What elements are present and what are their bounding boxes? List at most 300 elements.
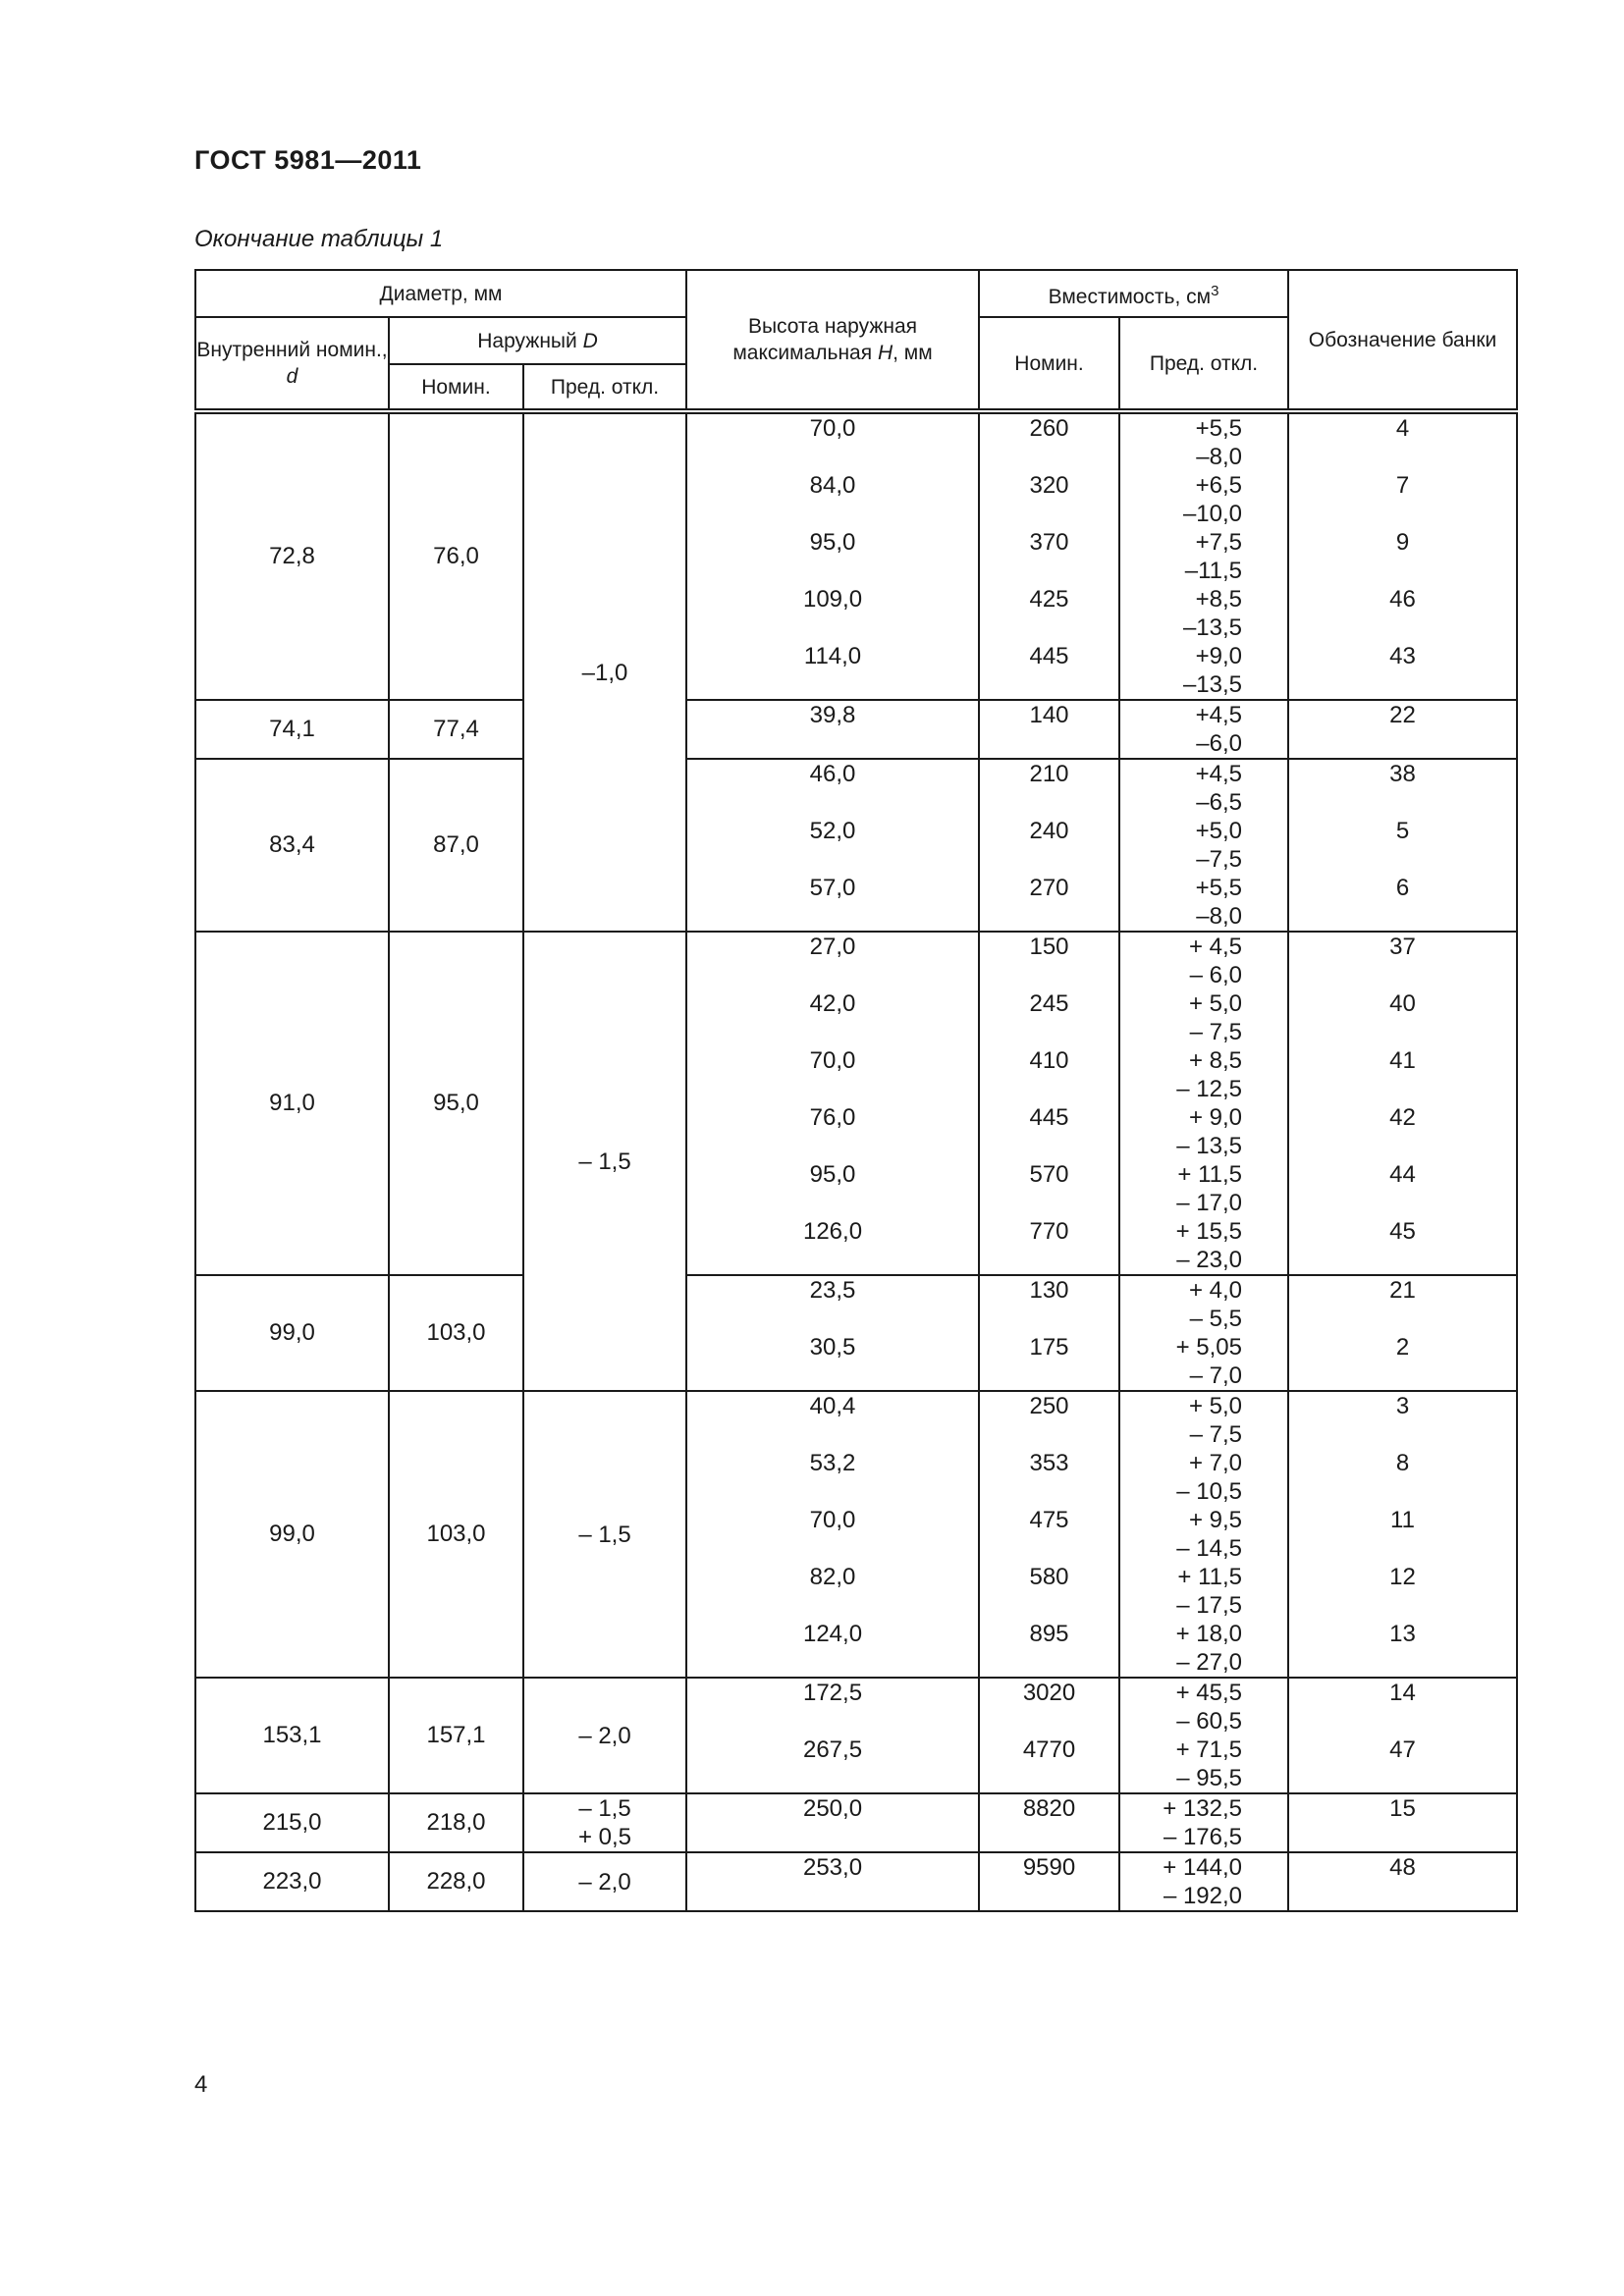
designation-text: 44 xyxy=(1389,1161,1416,1188)
table-header xyxy=(195,270,1517,411)
tolerance-minus: –7,5 xyxy=(1196,846,1243,873)
inner-diameter: 223,0 xyxy=(195,1852,389,1911)
capacity-text: 353 xyxy=(1029,1450,1069,1476)
designation-text: 47 xyxy=(1389,1736,1416,1763)
capacity-tolerances xyxy=(1119,1275,1288,1391)
tolerance-minus: – 95,5 xyxy=(1176,1765,1243,1791)
table-row xyxy=(195,1852,1517,1911)
capacity-value xyxy=(980,1735,1118,1792)
outer-diameter: 103,0 xyxy=(389,1275,523,1391)
capacity-value xyxy=(980,1506,1118,1563)
height-value xyxy=(687,989,978,1046)
capacity-tolerance xyxy=(1120,1735,1287,1792)
capacity-tolerances xyxy=(1119,1852,1288,1911)
outer-diameter: 95,0 xyxy=(389,932,523,1275)
page-number: 4 xyxy=(194,2071,208,2098)
capacity-tolerance xyxy=(1120,760,1287,817)
height-text: 46,0 xyxy=(809,761,856,787)
header-capacity xyxy=(979,270,1288,317)
designation-values xyxy=(1288,1391,1517,1678)
capacity-tolerance xyxy=(1120,414,1287,471)
header-cap-tol: Пред. откл. xyxy=(1119,317,1288,411)
tolerance-minus: – 27,0 xyxy=(1176,1649,1243,1676)
height-text: 95,0 xyxy=(809,1161,856,1188)
height-value xyxy=(687,874,978,931)
tolerance-minus: –8,0 xyxy=(1196,903,1243,930)
tolerance-plus: + 11,5 xyxy=(1177,1564,1243,1590)
tolerance-minus: – 7,5 xyxy=(1189,1421,1243,1448)
outer-diameter: 76,0 xyxy=(389,411,523,700)
height-value xyxy=(687,642,978,699)
capacity-text: 320 xyxy=(1029,472,1069,499)
designation-text: 11 xyxy=(1390,1507,1415,1533)
capacity-value xyxy=(980,471,1118,528)
height-text: 40,4 xyxy=(809,1393,856,1419)
designation-value xyxy=(1289,1794,1516,1851)
table-row xyxy=(195,411,1517,700)
specification-table xyxy=(194,269,1518,1912)
inner-diameter: 83,4 xyxy=(195,759,389,932)
capacity-tolerance xyxy=(1120,1160,1287,1217)
capacity-value xyxy=(980,874,1118,931)
designation-value xyxy=(1289,1679,1516,1735)
height-value xyxy=(687,1620,978,1677)
tolerance-plus: + 9,0 xyxy=(1188,1104,1243,1131)
tolerance-minus: –8,0 xyxy=(1196,444,1243,470)
designation-text: 4 xyxy=(1395,415,1410,442)
tolerance-minus: – 23,0 xyxy=(1176,1247,1243,1273)
capacity-values xyxy=(979,411,1119,700)
height-value xyxy=(687,1392,978,1449)
capacity-value xyxy=(980,1853,1118,1910)
height-text: 57,0 xyxy=(809,875,856,901)
height-text: 172,5 xyxy=(802,1680,863,1706)
designation-text: 38 xyxy=(1389,761,1416,787)
tolerance-plus: +7,5 xyxy=(1195,529,1243,556)
designation-text: 22 xyxy=(1389,702,1416,728)
capacity-value xyxy=(980,1620,1118,1677)
capacity-tolerance xyxy=(1120,1276,1287,1333)
capacity-value xyxy=(980,1794,1118,1851)
inner-diameter: 99,0 xyxy=(195,1391,389,1678)
height-value xyxy=(687,1679,978,1735)
designation-text: 5 xyxy=(1395,818,1410,844)
designation-value xyxy=(1289,1046,1516,1103)
height-text: 42,0 xyxy=(809,990,856,1017)
tolerance-minus: – 17,5 xyxy=(1176,1592,1243,1619)
tolerance-minus: – 60,5 xyxy=(1176,1708,1243,1735)
outer-diameter: 157,1 xyxy=(389,1678,523,1793)
designation-text: 13 xyxy=(1389,1621,1416,1647)
tolerance-plus: + 5,05 xyxy=(1175,1334,1243,1361)
designation-value xyxy=(1289,1333,1516,1390)
capacity-value xyxy=(980,760,1118,817)
height-value xyxy=(687,585,978,642)
capacity-value xyxy=(980,1160,1118,1217)
capacity-tolerance xyxy=(1120,1679,1287,1735)
outer-diameter: 87,0 xyxy=(389,759,523,932)
outer-tolerance-shared: –1,0 xyxy=(523,411,686,932)
capacity-value xyxy=(980,1679,1118,1735)
capacity-tolerances xyxy=(1119,1678,1288,1793)
capacity-tolerance xyxy=(1120,1563,1287,1620)
height-value xyxy=(687,1046,978,1103)
designation-values xyxy=(1288,1678,1517,1793)
capacity-values xyxy=(979,1793,1119,1852)
height-value xyxy=(687,817,978,874)
tolerance-minus: – 7,5 xyxy=(1189,1019,1243,1045)
designation-value xyxy=(1289,585,1516,642)
height-value xyxy=(687,1160,978,1217)
header-designation: Обозначение банки xyxy=(1288,270,1517,411)
capacity-text: 175 xyxy=(1029,1334,1069,1361)
capacity-value xyxy=(980,933,1118,989)
designation-value xyxy=(1289,642,1516,699)
capacity-tolerance xyxy=(1120,933,1287,989)
height-value xyxy=(687,528,978,585)
designation-value xyxy=(1289,1735,1516,1792)
capacity-value xyxy=(980,1217,1118,1274)
inner-diameter: 215,0 xyxy=(195,1793,389,1852)
height-text: 126,0 xyxy=(802,1218,863,1245)
height-values xyxy=(686,700,979,759)
tolerance-plus: + 4,5 xyxy=(1188,934,1243,960)
outer-diameter: 103,0 xyxy=(389,1391,523,1678)
capacity-text: 570 xyxy=(1029,1161,1069,1188)
height-text: 114,0 xyxy=(803,643,862,669)
capacity-text: 580 xyxy=(1029,1564,1069,1590)
inner-diameter: 72,8 xyxy=(195,411,389,700)
capacity-text: 260 xyxy=(1029,415,1069,442)
outer-tolerance: – 1,5 xyxy=(523,1391,686,1678)
capacity-values xyxy=(979,1678,1119,1793)
designation-value xyxy=(1289,1276,1516,1333)
height-text: 267,5 xyxy=(802,1736,863,1763)
tolerance-plus: + 15,5 xyxy=(1175,1218,1243,1245)
designation-value xyxy=(1289,414,1516,471)
capacity-tolerances xyxy=(1119,411,1288,700)
capacity-tolerance xyxy=(1120,874,1287,931)
designation-value xyxy=(1289,1506,1516,1563)
capacity-values xyxy=(979,932,1119,1275)
designation-text: 42 xyxy=(1389,1104,1416,1131)
table-caption: Окончание таблицы 1 xyxy=(194,226,444,252)
tolerance-plus: + 132,5 xyxy=(1163,1795,1243,1822)
header-height: Высота наружная максимальная H, мм xyxy=(686,270,979,411)
capacity-value xyxy=(980,528,1118,585)
height-values xyxy=(686,1678,979,1793)
designation-value xyxy=(1289,933,1516,989)
designation-values xyxy=(1288,411,1517,700)
capacity-text: 245 xyxy=(1029,990,1069,1017)
designation-text: 40 xyxy=(1389,990,1416,1017)
tolerance-plus: +6,5 xyxy=(1195,472,1243,499)
designation-text: 14 xyxy=(1389,1680,1416,1706)
height-value xyxy=(687,414,978,471)
height-text: 250,0 xyxy=(802,1795,863,1822)
designation-values xyxy=(1288,932,1517,1275)
inner-diameter: 91,0 xyxy=(195,932,389,1275)
designation-value xyxy=(1289,1853,1516,1910)
capacity-values xyxy=(979,1852,1119,1911)
capacity-value xyxy=(980,701,1118,758)
height-text: 84,0 xyxy=(809,472,856,499)
capacity-text: 3020 xyxy=(1022,1680,1076,1706)
height-value xyxy=(687,1217,978,1274)
header-capacity-label: Вместимость, см xyxy=(1048,285,1212,308)
tolerance-minus: – 5,5 xyxy=(1189,1306,1243,1332)
capacity-tolerances xyxy=(1119,1391,1288,1678)
tolerance-plus: + 8,5 xyxy=(1188,1047,1243,1074)
tolerance-plus: + 5,0 xyxy=(1188,990,1243,1017)
tolerance-minus: – 13,5 xyxy=(1176,1133,1243,1159)
header-capacity-sup: 3 xyxy=(1211,282,1219,299)
designation-value xyxy=(1289,1103,1516,1160)
capacity-text: 270 xyxy=(1029,875,1069,901)
capacity-tolerances xyxy=(1119,759,1288,932)
designation-value xyxy=(1289,528,1516,585)
inner-diameter: 99,0 xyxy=(195,1275,389,1391)
height-value xyxy=(687,1794,978,1851)
tolerance-minus: – 14,5 xyxy=(1176,1535,1243,1562)
height-text: 70,0 xyxy=(809,1507,856,1533)
designation-value xyxy=(1289,1392,1516,1449)
capacity-text: 895 xyxy=(1029,1621,1069,1647)
table-row xyxy=(195,1275,1517,1391)
tolerance-plus: + 71,5 xyxy=(1175,1736,1243,1763)
designation-text: 2 xyxy=(1395,1334,1410,1361)
capacity-tolerances xyxy=(1119,700,1288,759)
tolerance-plus: +9,0 xyxy=(1195,643,1243,669)
capacity-text: 770 xyxy=(1029,1218,1069,1245)
capacity-tolerance xyxy=(1120,817,1287,874)
capacity-text: 250 xyxy=(1029,1393,1069,1419)
outer-tolerance: – 2,0 xyxy=(523,1678,686,1793)
header-inner: Внутренний номин., d xyxy=(195,317,389,411)
designation-text: 45 xyxy=(1389,1218,1416,1245)
height-values xyxy=(686,932,979,1275)
capacity-value xyxy=(980,585,1118,642)
capacity-values xyxy=(979,759,1119,932)
designation-value xyxy=(1289,817,1516,874)
height-value xyxy=(687,701,978,758)
height-text: 30,5 xyxy=(809,1334,856,1361)
capacity-tolerance xyxy=(1120,989,1287,1046)
inner-diameter: 74,1 xyxy=(195,700,389,759)
height-text: 27,0 xyxy=(809,934,856,960)
height-text: 23,5 xyxy=(809,1277,856,1304)
table-row xyxy=(195,1678,1517,1793)
capacity-tolerance xyxy=(1120,1853,1287,1910)
tolerance-minus: – 6,0 xyxy=(1189,962,1243,988)
capacity-value xyxy=(980,1563,1118,1620)
height-value xyxy=(687,1449,978,1506)
outer-tolerance: – 2,0 xyxy=(523,1852,686,1911)
capacity-value xyxy=(980,1276,1118,1333)
height-text: 53,2 xyxy=(809,1450,856,1476)
table-row xyxy=(195,932,1517,1275)
tolerance-minus: –13,5 xyxy=(1182,614,1243,641)
capacity-tolerance xyxy=(1120,1506,1287,1563)
designation-value xyxy=(1289,1217,1516,1274)
height-values xyxy=(686,1852,979,1911)
capacity-tolerances xyxy=(1119,932,1288,1275)
outer-tolerance-line: – 1,5 xyxy=(578,1795,631,1822)
outer-diameter: 228,0 xyxy=(389,1852,523,1911)
designation-text: 7 xyxy=(1395,472,1410,499)
height-values xyxy=(686,1275,979,1391)
designation-text: 21 xyxy=(1389,1277,1416,1304)
capacity-text: 425 xyxy=(1029,586,1069,613)
outer-tolerance-shared: – 1,5 xyxy=(523,932,686,1391)
designation-text: 48 xyxy=(1389,1854,1416,1881)
designation-text: 15 xyxy=(1389,1795,1416,1822)
height-text: 70,0 xyxy=(809,415,856,442)
designation-text: 37 xyxy=(1389,934,1416,960)
height-text: 124,0 xyxy=(802,1621,863,1647)
capacity-text: 9590 xyxy=(1022,1854,1076,1881)
capacity-tolerance xyxy=(1120,528,1287,585)
designation-values xyxy=(1288,700,1517,759)
capacity-tolerance xyxy=(1120,1449,1287,1506)
capacity-value xyxy=(980,817,1118,874)
tolerance-plus: + 4,0 xyxy=(1188,1277,1243,1304)
designation-text: 12 xyxy=(1389,1564,1416,1590)
tolerance-plus: +5,5 xyxy=(1195,415,1243,442)
capacity-value xyxy=(980,989,1118,1046)
height-values xyxy=(686,411,979,700)
tolerance-plus: + 18,0 xyxy=(1175,1621,1243,1647)
height-text: 253,0 xyxy=(802,1854,863,1881)
tolerance-plus: +4,5 xyxy=(1195,702,1243,728)
tolerance-minus: –10,0 xyxy=(1182,501,1243,527)
designation-value xyxy=(1289,471,1516,528)
capacity-text: 445 xyxy=(1029,643,1069,669)
designation-value xyxy=(1289,1620,1516,1677)
height-value xyxy=(687,1853,978,1910)
tolerance-minus: – 176,5 xyxy=(1163,1824,1243,1850)
designation-text: 6 xyxy=(1395,875,1410,901)
designation-text: 3 xyxy=(1395,1393,1410,1419)
capacity-tolerances xyxy=(1119,1793,1288,1852)
height-text: 39,8 xyxy=(809,702,856,728)
designation-value xyxy=(1289,760,1516,817)
capacity-tolerance xyxy=(1120,1794,1287,1851)
height-text: 82,0 xyxy=(809,1564,856,1590)
outer-diameter: 218,0 xyxy=(389,1793,523,1852)
designation-text: 41 xyxy=(1389,1047,1416,1074)
designation-text: 8 xyxy=(1395,1450,1410,1476)
designation-values xyxy=(1288,759,1517,932)
designation-text: 43 xyxy=(1389,643,1416,669)
tolerance-minus: – 10,5 xyxy=(1176,1478,1243,1505)
height-value xyxy=(687,933,978,989)
tolerance-minus: – 7,0 xyxy=(1189,1362,1243,1389)
table-body xyxy=(195,411,1517,1911)
height-values xyxy=(686,1793,979,1852)
capacity-value xyxy=(980,414,1118,471)
height-text: 52,0 xyxy=(809,818,856,844)
capacity-text: 8820 xyxy=(1022,1795,1076,1822)
capacity-tolerance xyxy=(1120,585,1287,642)
capacity-value xyxy=(980,1333,1118,1390)
height-value xyxy=(687,760,978,817)
designation-values xyxy=(1288,1793,1517,1852)
capacity-text: 4770 xyxy=(1022,1736,1076,1763)
height-value xyxy=(687,1735,978,1792)
capacity-tolerance xyxy=(1120,701,1287,758)
height-value xyxy=(687,1333,978,1390)
height-value xyxy=(687,1103,978,1160)
header-cap-nom: Номин. xyxy=(979,317,1119,411)
height-value xyxy=(687,1506,978,1563)
tolerance-plus: + 7,0 xyxy=(1188,1450,1243,1476)
header-diameter: Диаметр, мм xyxy=(195,270,686,317)
capacity-text: 140 xyxy=(1029,702,1069,728)
tolerance-plus: +4,5 xyxy=(1195,761,1243,787)
tolerance-minus: –6,5 xyxy=(1196,789,1243,816)
capacity-tolerance xyxy=(1120,1046,1287,1103)
height-text: 70,0 xyxy=(809,1047,856,1074)
tolerance-minus: – 12,5 xyxy=(1176,1076,1243,1102)
tolerance-minus: –11,5 xyxy=(1184,558,1243,584)
capacity-value xyxy=(980,1103,1118,1160)
height-value xyxy=(687,471,978,528)
height-values xyxy=(686,759,979,932)
tolerance-plus: + 9,5 xyxy=(1188,1507,1243,1533)
capacity-text: 410 xyxy=(1029,1047,1069,1074)
height-value xyxy=(687,1563,978,1620)
capacity-tolerance xyxy=(1120,1392,1287,1449)
height-text: 109,0 xyxy=(802,586,863,613)
header-outer: Наружный D xyxy=(389,317,686,364)
designation-value xyxy=(1289,1160,1516,1217)
designation-values xyxy=(1288,1275,1517,1391)
tolerance-minus: – 192,0 xyxy=(1163,1883,1243,1909)
capacity-value xyxy=(980,642,1118,699)
capacity-value xyxy=(980,1046,1118,1103)
capacity-text: 150 xyxy=(1029,934,1069,960)
table-row xyxy=(195,1391,1517,1678)
tolerance-plus: + 5,0 xyxy=(1188,1393,1243,1419)
tolerance-plus: + 144,0 xyxy=(1163,1854,1243,1881)
header-outer-nom: Номин. xyxy=(389,364,523,411)
capacity-text: 475 xyxy=(1029,1507,1069,1533)
capacity-values xyxy=(979,1275,1119,1391)
capacity-values xyxy=(979,1391,1119,1678)
tolerance-minus: – 17,0 xyxy=(1176,1190,1243,1216)
height-text: 76,0 xyxy=(809,1104,856,1131)
inner-diameter: 153,1 xyxy=(195,1678,389,1793)
designation-text: 46 xyxy=(1389,586,1416,613)
designation-value xyxy=(1289,1449,1516,1506)
capacity-tolerance xyxy=(1120,1333,1287,1390)
designation-values xyxy=(1288,1852,1517,1911)
tolerance-minus: –6,0 xyxy=(1196,730,1243,757)
tolerance-plus: + 45,5 xyxy=(1175,1680,1243,1706)
capacity-text: 210 xyxy=(1029,761,1069,787)
tolerance-minus: –13,5 xyxy=(1182,671,1243,698)
capacity-values xyxy=(979,700,1119,759)
table-row xyxy=(195,1793,1517,1852)
capacity-text: 240 xyxy=(1029,818,1069,844)
tolerance-plus: +5,0 xyxy=(1195,818,1243,844)
outer-diameter: 77,4 xyxy=(389,700,523,759)
designation-value xyxy=(1289,701,1516,758)
tolerance-plus: +8,5 xyxy=(1195,586,1243,613)
capacity-text: 370 xyxy=(1029,529,1069,556)
designation-value xyxy=(1289,1563,1516,1620)
